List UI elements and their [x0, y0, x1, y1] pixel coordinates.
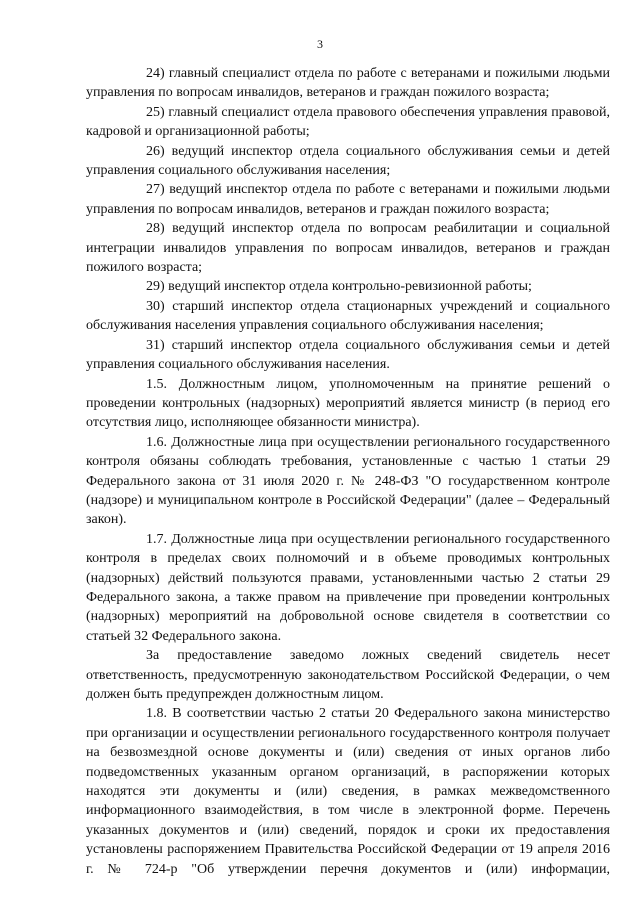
document-body	[86, 64, 610, 879]
clause-1-5: 1.5. Должностным лицом, уполномоченным на принятие решений о проведении контрольных (надзорных) мероприятий является министр (в период его отсутствия лицо, исполняющее обязанности министра).	[86, 376, 610, 431]
list-item-30: 30) старший инспектор отдела стационарных учреждений и социального обслуживания населения управления социального обслуживания населения;	[86, 298, 610, 334]
list-item-24: 24) главный специалист отдела по работе с ветеранами и пожилыми людьми управления по вопросам инвалидов, ветеранов и граждан пожилого возраста;	[86, 66, 610, 101]
page-number: 3	[317, 37, 323, 51]
clause-1-7: 1.7. Должностные лица при осуществлении регионального государственного контроля в пределах своих полномочий и в объеме проводимых контрольных (надзорных) действий пользуются правами, установленными частью 2 статьи 29 Федерального закона, а также правом на привлечение при проведении контрольных (надзорных) мероприятий на добровольной основе свидетеля в соответствии со статьей 32 Федерального закона.	[86, 531, 610, 644]
list-item-27: 27) ведущий инспектор отдела по работе с ветеранами и пожилыми людьми управления по вопросам инвалидов, ветеранов и граждан пожилого возраста;	[86, 182, 610, 217]
witness-liability-paragraph: За предоставление заведомо ложных сведений свидетель несет ответственность, предусмотренную законодательством Российской Федерации, о чем должен быть предупрежден должностным лицом.	[86, 648, 610, 702]
list-item-25: 25) главный специалист отдела правового обеспечения управления правовой, кадровой и организационной работы;	[86, 104, 610, 140]
list-item-26: 26) ведущий инспектор отдела социального обслуживания семьи и детей управления социального обслуживания населения;	[86, 143, 610, 179]
list-item-29: 29) ведущий инспектор отдела контрольно-ревизионной работы;	[146, 279, 532, 295]
list-item-31: 31) старший инспектор отдела социального обслуживания семьи и детей управления социального обслуживания населения.	[86, 337, 610, 373]
clause-1-6: 1.6. Должностные лица при осуществлении регионального государственного контроля обязаны соблюдать требования, установленные с частью 1 статьи 29 Федерального закона от 31 июля 2020 г. № 248-ФЗ "О государственном контроле (надзоре) и муниципальном контроле в Российской Федерации" (далее – Федеральный закон).	[86, 434, 610, 528]
list-item-28: 28) ведущий инспектор отдела по вопросам реабилитации и социальной интеграции инвалидов управления по вопросам инвалидов, ветеранов и граждан пожилого возраста;	[86, 221, 610, 276]
clause-1-8: 1.8. В соответствии частью 2 статьи 20 Федерального закона министерство при организации и осуществлении регионального государственного контроля получает на безвозмездной основе документы и (или) сведения от иных органов либо подведомственных указанным органом организаций, в распоряжении которых находятся эти документы и (или) сведения, в рамках межведомственного информационного взаимодействия, в том числе в электронной форме. Перечень указанных документов и (или) сведений, порядок и сроки их предоставления установлены распоряжением Правительства Российской Федерации от 19 апреля 2016 г. № 724-р "Об утверждении перечня документов и (или) информации,	[86, 706, 610, 877]
